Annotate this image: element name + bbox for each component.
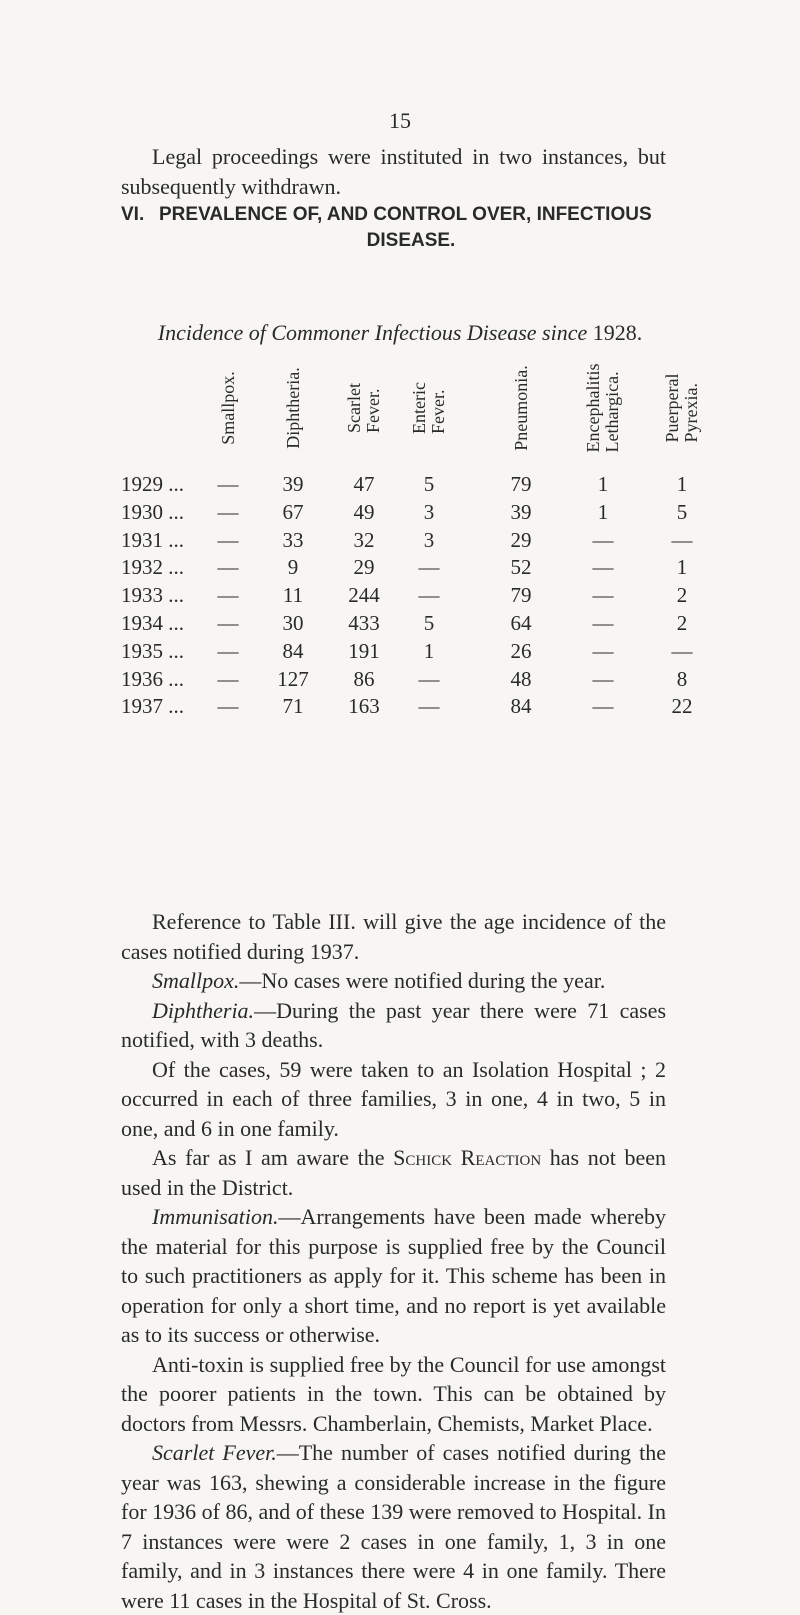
table-cell: 9 xyxy=(287,555,299,580)
table-cell: 1 xyxy=(597,499,609,524)
column-header xyxy=(218,371,238,445)
table-cell: 79 xyxy=(510,583,532,608)
table-cell: — xyxy=(592,694,614,719)
column-header-line: Encephalitis xyxy=(583,363,603,453)
schick-pre: As far as I am aware the xyxy=(152,1145,394,1170)
table-cell: — xyxy=(418,666,440,691)
diphtheria-paragraph xyxy=(121,996,666,1055)
table-cell: — xyxy=(592,527,614,552)
row-year: 1932 ... xyxy=(121,555,184,580)
diphtheria-text: —During the past year there were 71 cases notified, with 3 deaths. xyxy=(121,997,666,1052)
column-header-line: Diphtheria. xyxy=(283,367,303,449)
row-year: 1935 ... xyxy=(121,638,184,663)
isolation-paragraph: Of the cases, 59 were taken to an Isolation Hospital ; 2 occurred in each of three families, 3 in one, 4 in two, 5 in one, and 6 in one family. xyxy=(121,1056,666,1141)
antitoxin-paragraph: Anti-toxin is supplied free by the Council for use amongst the poorer patients in the town. This can be obtained by doctors from Messrs. Chamberlain, Chemists, Market Place. xyxy=(121,1351,666,1436)
row-year: 1937 ... xyxy=(121,694,184,719)
body-text xyxy=(121,907,666,1615)
table-cell: — xyxy=(671,638,693,663)
schick-post: has not been used in the District. xyxy=(121,1145,667,1200)
table-cell: — xyxy=(217,472,239,496)
schick-reaction: Schick Reaction xyxy=(393,1145,542,1170)
table-cell: 52 xyxy=(510,555,532,580)
table-cell: 1 xyxy=(423,638,435,663)
table-cell: 1 xyxy=(597,472,609,496)
table-caption xyxy=(0,320,800,346)
table-cell: — xyxy=(418,555,440,580)
column-header-line: Pyrexia. xyxy=(681,383,701,443)
table-cell: 2 xyxy=(676,583,688,608)
scarlet-label: Scarlet Fever. xyxy=(152,1440,277,1465)
table-cell: 79 xyxy=(510,472,532,496)
table-cell: 84 xyxy=(282,638,304,663)
table-cell: 5 xyxy=(676,499,688,524)
table-cell: 244 xyxy=(348,583,380,608)
table-cell: 48 xyxy=(510,666,532,691)
table-cell: 5 xyxy=(423,611,435,635)
table-cell: 1 xyxy=(676,472,688,496)
column-header-line: Fever. xyxy=(363,388,383,433)
column-header-line: Pneumonia. xyxy=(511,365,531,451)
column-header-line: Lethargica. xyxy=(602,371,622,453)
row-year: 1930 ... xyxy=(121,499,184,524)
column-header-line: Smallpox. xyxy=(218,371,238,445)
table-cell: 33 xyxy=(282,527,304,552)
section-title-line1: PREVALENCE OF, AND CONTROL OVER, INFECTIOUS xyxy=(159,204,652,225)
table-cell: — xyxy=(217,694,239,719)
table-cell: 39 xyxy=(510,499,532,524)
column-header xyxy=(584,364,622,453)
table-cell: 71 xyxy=(282,694,304,719)
table-cell: 29 xyxy=(510,527,532,552)
table-caption-year: 1928. xyxy=(592,320,643,345)
table-cell: 1 xyxy=(676,555,688,580)
table-cell: 84 xyxy=(510,694,532,719)
scarlet-text: —The number of cases notified during the year was 163, shewing a considerable increase in the figure for 1936 of 86, and of these 139 were removed to Hospital. In 7 instances were were 2 cases in one family, 1, 3 in one family, and in 3 instances there were 4 in one family. There were 11 cases in the Hospital of St. Cross. xyxy=(121,1440,666,1613)
intro-paragraph: Legal proceedings were instituted in two instances, but subsequently withdrawn. xyxy=(121,144,666,199)
column-header xyxy=(663,374,701,443)
row-year: 1933 ... xyxy=(121,583,184,608)
table-cell: — xyxy=(592,666,614,691)
table-cell: — xyxy=(217,638,239,663)
column-header-line: Scarlet xyxy=(344,383,364,433)
diphtheria-label: Diphtheria. xyxy=(152,997,255,1023)
section-number: VI. xyxy=(121,204,145,225)
column-header-line: Fever. xyxy=(428,389,448,434)
column-header-line: Enteric xyxy=(409,382,429,434)
page-number: 15 xyxy=(389,108,411,133)
reference-paragraph: Reference to Table III. will give the age incidence of the cases notified during 1937. xyxy=(121,909,666,964)
table-cell: 64 xyxy=(510,611,532,635)
immunisation-label: Immunisation. xyxy=(152,1204,279,1229)
table-cell: 3 xyxy=(423,499,435,524)
section-title-line2: DISEASE. xyxy=(366,230,456,251)
table-cell: — xyxy=(592,555,614,580)
table-cell: — xyxy=(217,527,239,552)
immunisation-paragraph xyxy=(121,1202,666,1350)
immunisation-text: —Arrangements have been made whereby the material for this purpose is supplied free by the Council to such practitioners as apply for it. This scheme has been in operation for only a short time, and no report is yet available as to its success or otherwise. xyxy=(121,1204,666,1347)
table-cell: — xyxy=(217,555,239,580)
table-cell: 163 xyxy=(348,694,380,719)
smallpox-label: Smallpox. xyxy=(152,968,240,993)
table-cell: 5 xyxy=(423,472,435,496)
table-cell: 433 xyxy=(348,611,380,635)
table-cell: 32 xyxy=(353,527,375,552)
column-header xyxy=(345,383,383,433)
table-cell: 67 xyxy=(282,499,304,524)
smallpox-paragraph xyxy=(121,966,666,996)
table-cell: 11 xyxy=(282,583,304,608)
table-cell: 22 xyxy=(671,694,693,719)
table-cell: — xyxy=(671,527,693,552)
row-year: 1929 ... xyxy=(121,472,184,496)
column-header xyxy=(283,367,303,448)
row-year: 1936 ... xyxy=(121,666,184,691)
table-cell: — xyxy=(217,611,239,635)
table-cell: 49 xyxy=(353,499,375,524)
smallpox-text: —No cases were notified during the year. xyxy=(239,968,606,993)
table-cell: 26 xyxy=(510,638,532,663)
table-cell: 30 xyxy=(282,611,304,635)
table-cell: 47 xyxy=(353,472,375,496)
table-cell: 39 xyxy=(282,472,304,496)
schick-paragraph xyxy=(121,1143,666,1202)
table-cell: — xyxy=(217,499,239,524)
table-cell: — xyxy=(418,583,440,608)
table-cell: 191 xyxy=(348,638,380,663)
column-header xyxy=(410,382,448,434)
row-year: 1931 ... xyxy=(121,527,184,552)
table-cell: 127 xyxy=(277,666,309,691)
table-cell: 86 xyxy=(353,666,375,691)
table-cell: — xyxy=(592,611,614,635)
table-cell: 8 xyxy=(676,666,688,691)
row-year: 1934 ... xyxy=(121,611,184,635)
table-cell: — xyxy=(592,583,614,608)
section-heading xyxy=(121,202,681,254)
table-cell: — xyxy=(217,583,239,608)
table-caption-text: Incidence of Commoner Infectious Disease since xyxy=(157,320,588,345)
scarlet-paragraph xyxy=(121,1438,666,1615)
table-cell: 3 xyxy=(423,527,435,552)
table-cell: 29 xyxy=(353,555,375,580)
column-header xyxy=(511,365,531,451)
table-cell: — xyxy=(418,694,440,719)
table-cell: 2 xyxy=(676,611,688,635)
table-cell: — xyxy=(592,638,614,663)
column-header-line: Puerperal xyxy=(662,373,682,443)
table-cell: — xyxy=(217,666,239,691)
